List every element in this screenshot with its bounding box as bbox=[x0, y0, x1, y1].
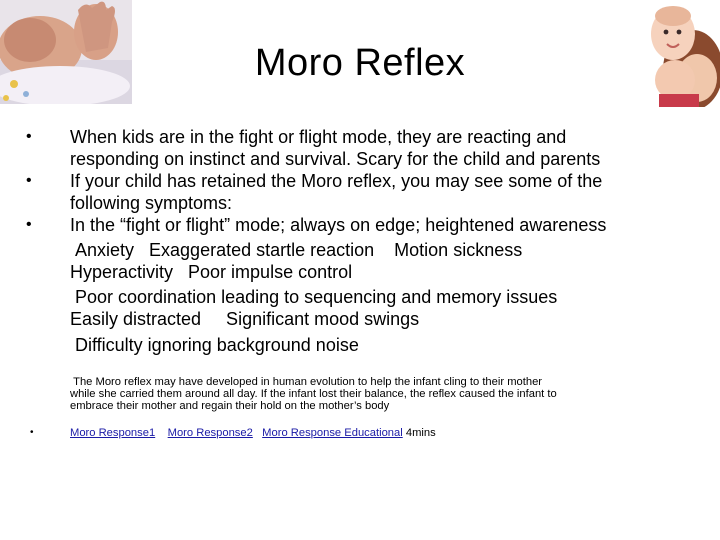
symptom-line: Poor coordination leading to sequencing and memory issues bbox=[70, 287, 558, 307]
link-moro-response-educational[interactable]: Moro Response Educational bbox=[262, 427, 403, 439]
link-moro-response1[interactable]: Moro Response1 bbox=[70, 427, 156, 439]
bullet-text-line: following symptoms: bbox=[70, 193, 233, 213]
slide-title: Moro Reflex bbox=[254, 42, 466, 84]
bullet-item bbox=[26, 170, 706, 214]
bullet-dot-icon: • bbox=[26, 172, 32, 189]
bullet-dot-icon: • bbox=[30, 427, 34, 438]
bullet-text-line: In the “fight or flight” mode; always on edge; heightened awareness bbox=[70, 215, 607, 235]
link-moro-response2[interactable]: Moro Response2 bbox=[167, 427, 253, 439]
symptom-line: Anxiety Exaggerated startle reaction Motion sickness bbox=[70, 240, 523, 260]
bullet-dot-icon: • bbox=[26, 216, 32, 233]
symptom-line: Hyperactivity Poor impulse control bbox=[70, 262, 353, 282]
bullet-item bbox=[26, 214, 706, 356]
note-line: The Moro reflex may have developed in human evolution to help the infant cling to their mother bbox=[70, 376, 543, 388]
bullet-dot-icon: • bbox=[26, 128, 32, 145]
bullet-text-line: If your child has retained the Moro reflex, you may see some of the bbox=[70, 171, 603, 191]
bullet-text-line: responding on instinct and survival. Scary for the child and parents bbox=[70, 149, 601, 169]
symptom-line: Difficulty ignoring background noise bbox=[70, 335, 359, 355]
symptom-line: Easily distracted Significant mood swings bbox=[70, 309, 420, 329]
links-suffix: 4mins bbox=[405, 427, 436, 439]
bullet-text-line: When kids are in the fight or flight mode, they are reacting and bbox=[70, 127, 567, 147]
bullet-list bbox=[26, 126, 706, 356]
note-line: while she carried them around all day. If the infant lost their balance, the reflex caused the infant to bbox=[70, 388, 557, 400]
moro-evolution-note bbox=[70, 376, 710, 412]
note-line: embrace their mother and regain their hold on the mother’s body bbox=[70, 400, 390, 412]
bullet-item bbox=[26, 126, 706, 170]
